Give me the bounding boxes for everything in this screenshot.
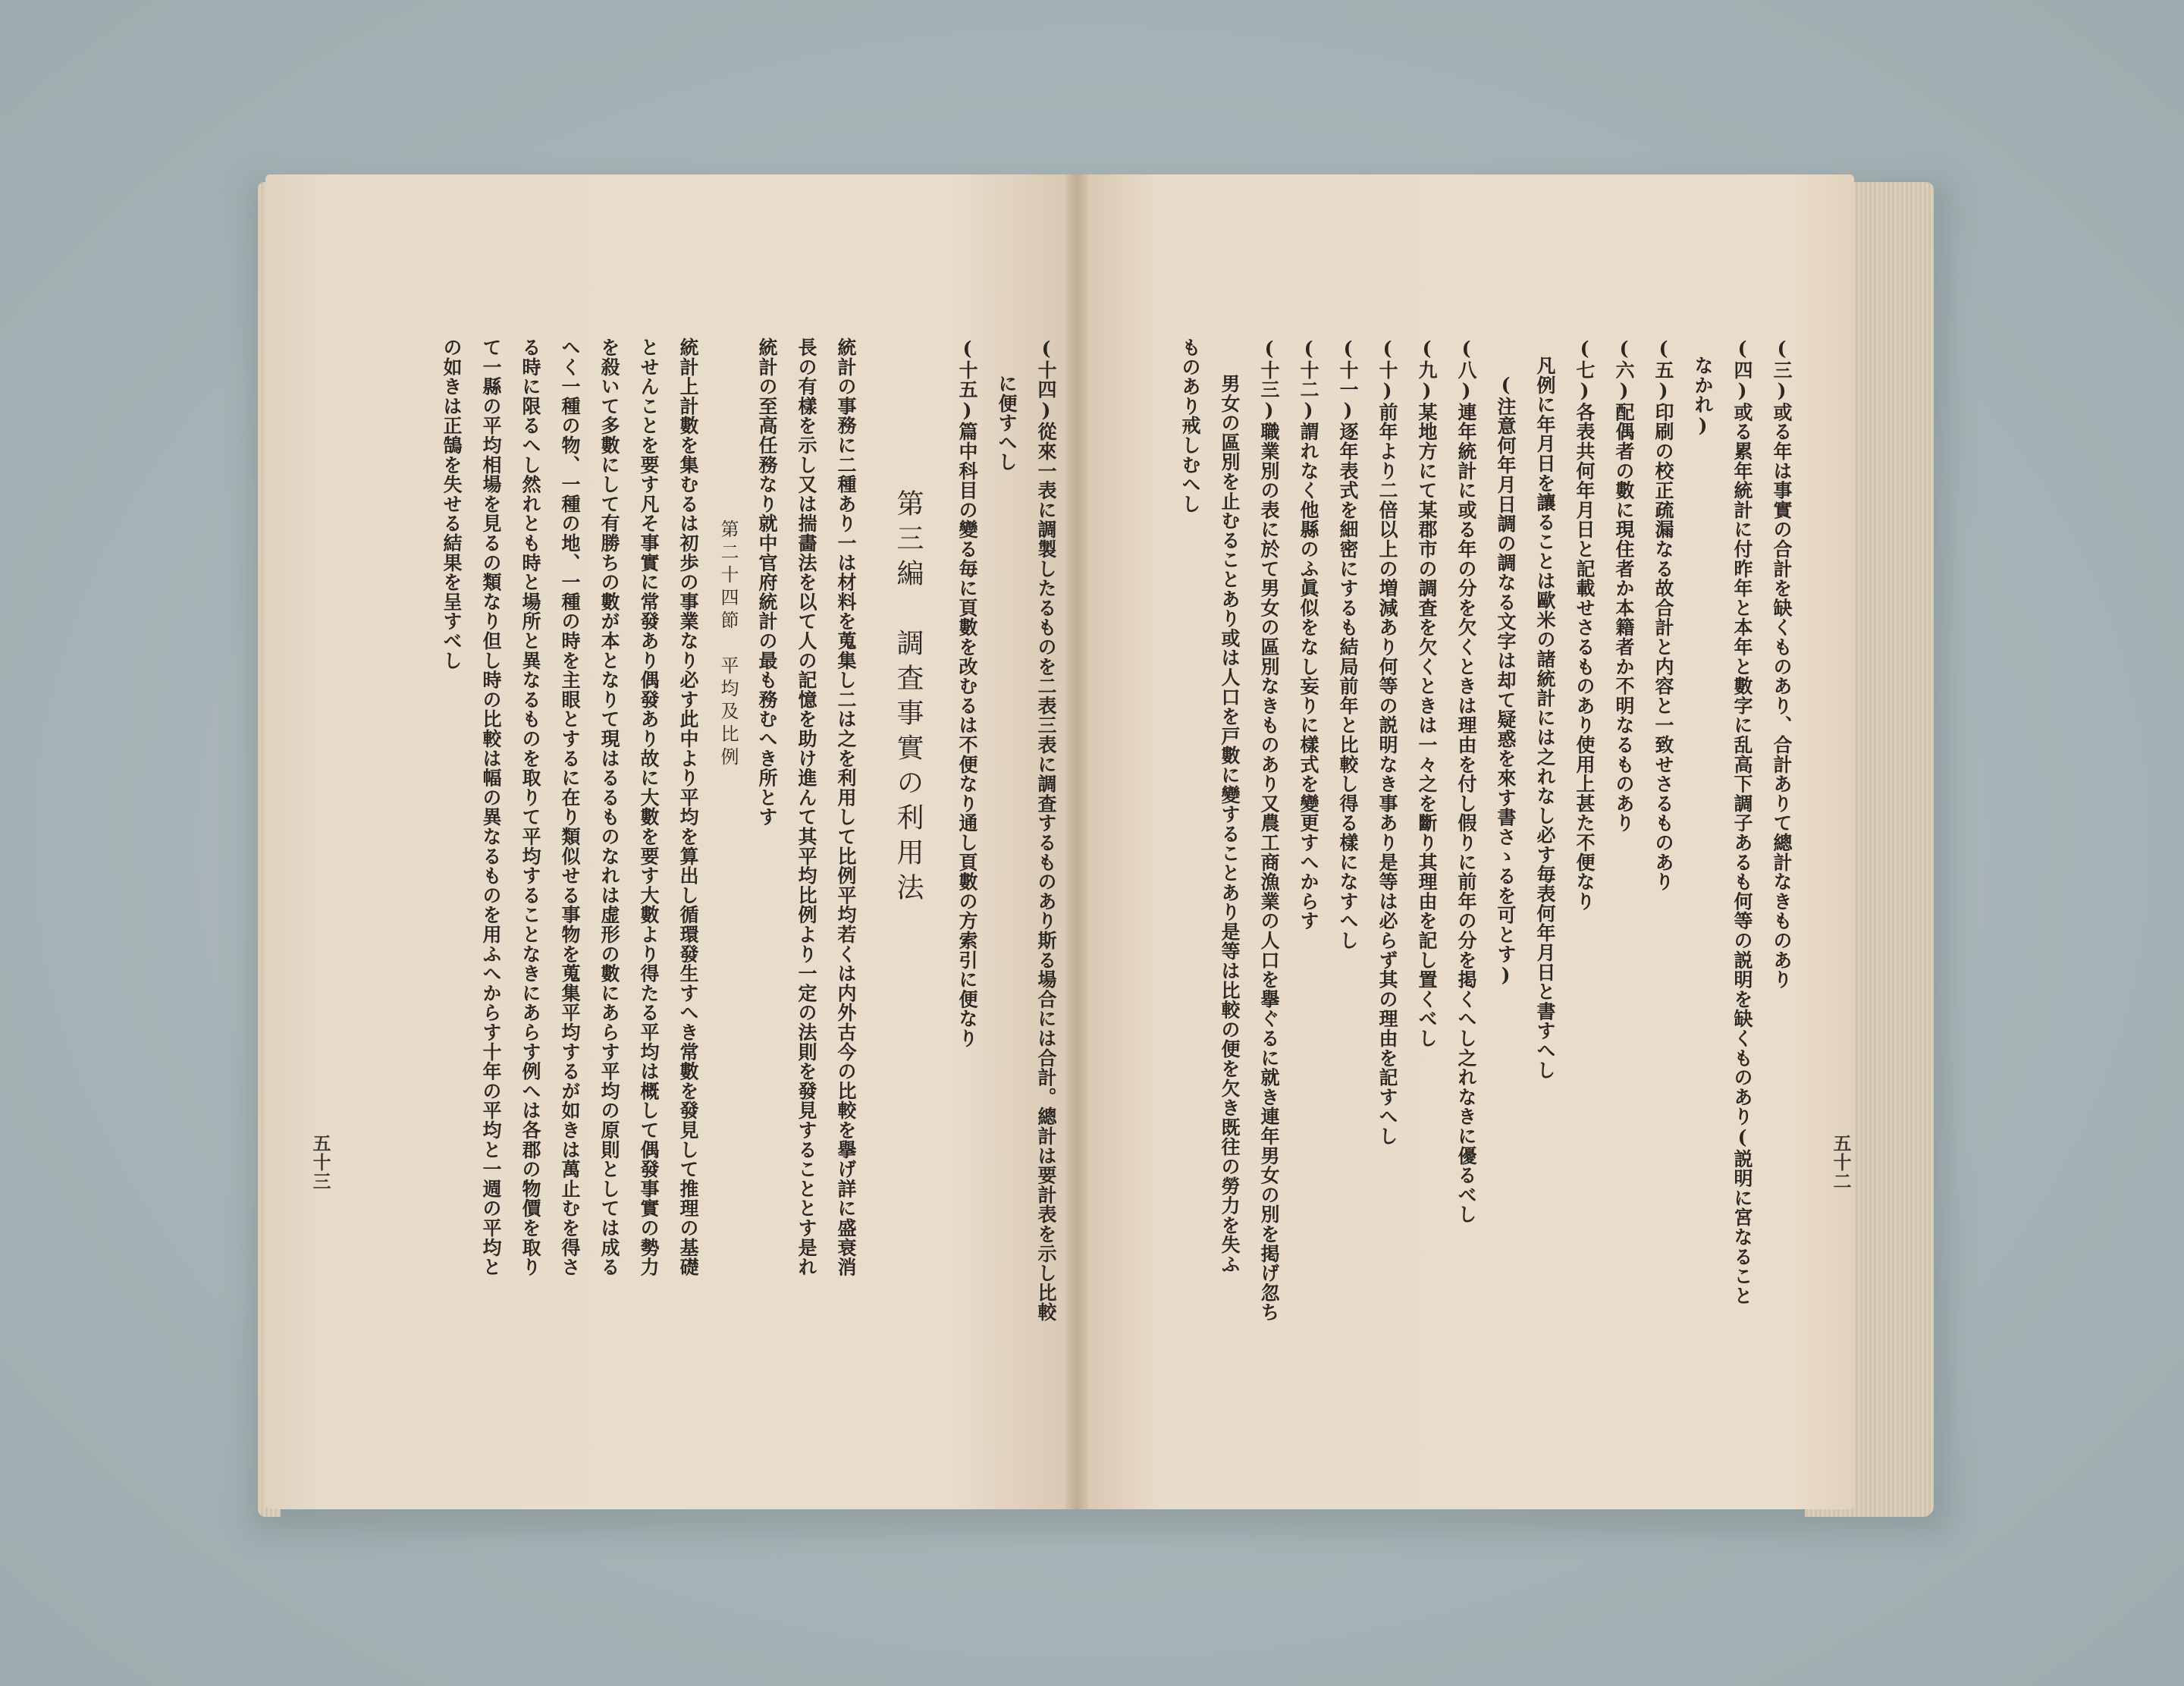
text-column: とせんことを要す凡そ事實に常發あり偶發あり故に大數を要す大數より得たる平均は概して偶發事實の勢力 bbox=[638, 338, 660, 1277]
text-column: 男女の區別を止むることあり或は人口を戸數に變することあり是等は比較の便を欠き既往の勞力を失ふ bbox=[1219, 374, 1241, 1274]
text-column: 統計の至高任務なり就中官府統計の最も務むへき所とす bbox=[756, 338, 778, 827]
text-column: (九)某地方にて某郡市の調査を欠くときは一々之を斷り其理由を記し置くべし bbox=[1416, 338, 1438, 1048]
text-column: の如きは正鵠を失せる結果を呈すべし bbox=[441, 338, 463, 670]
text-column: ものあり戒しむへし bbox=[1179, 338, 1201, 514]
text-column: (三)或る年は事實の合計を缺くものあり、合計ありて總計なきものあり bbox=[1771, 338, 1793, 990]
text-column: (五)印刷の校正疏漏なる故合計と内容と一致せさるものあり bbox=[1652, 338, 1674, 892]
text-column: に便すへし bbox=[996, 374, 1018, 472]
text-column: (十一)逐年表式を細密にするも結局前年と比較し得る樣になすへし bbox=[1337, 338, 1359, 950]
text-column: 統計上計數を集むるは初歩の事業なり必す此中より平均を算出し循環發生すへき常數を發見して推理の基礎 bbox=[677, 338, 699, 1277]
text-column: (十)前年より二倍以上の増減あり何等の説明なき事あり是等は必らず其の理由を記すへし bbox=[1376, 338, 1398, 1146]
book-gutter bbox=[1065, 174, 1088, 1509]
text-column: 凡例に年月日を讓ることは歐米の諸統計には之れなし必す毎表何年月日と書すへし bbox=[1534, 356, 1556, 1080]
text-column: (十二)謂れなく他縣のふ眞似をなし妄りに樣式を變更すへからす bbox=[1298, 338, 1320, 931]
text-column: (七)各表共何年月日と記載せさるものあり使用上甚た不便なり bbox=[1574, 338, 1596, 912]
part-heading: 第三編 調査事實の利用法 bbox=[893, 489, 924, 908]
text-column: (注意何年月日調の調なる文字は却て疑惑を來す書さゝるを可とす) bbox=[1495, 374, 1517, 987]
spacer bbox=[861, 338, 881, 1460]
text-column: なかれ) bbox=[1692, 356, 1714, 438]
page-number-right: 五十二 bbox=[1830, 1134, 1852, 1191]
text-column: (八)連年統計に或る年の分を欠くときは理由を付し假りに前年の分を掲くへし之れなきに優るべし bbox=[1455, 338, 1477, 1224]
text-column: (四)或る累年統計に付昨年と本年と數字に乱高下調子あるも何等の説明を缺くものあり(説明に宮なること bbox=[1731, 338, 1753, 1306]
right-page-text bbox=[1092, 338, 1797, 1460]
text-column: を殺いて多數にして有勝ちの數が本となりて現はるるものなれは虚形の數にあらす平均の原則としては成る bbox=[598, 338, 620, 1277]
text-column: 統計の事務に二種あり一は材料を蒐集し二は之を利用して比例平均若くは内外古今の比較を擧げ詳に盛衰消 bbox=[835, 338, 857, 1277]
left-page-text bbox=[303, 338, 1062, 1460]
text-column: (十四)從來一表に調製したるものを二表三表に調査するものあり斯る場合には合計。總計は要計表を示し比較 bbox=[1035, 338, 1057, 1322]
page-number-left: 五十三 bbox=[309, 1134, 331, 1191]
text-column: へく一種の物、一種の地、一種の時を主眼とするに在り類似せる事物を蒐集平均するが如きは萬止むを得さ bbox=[559, 338, 581, 1277]
text-column: 長の有樣を示し又は揣畵法を以て人の記憶を助け進んて其平均比例より一定の法則を發見することとす是れ bbox=[795, 338, 817, 1277]
text-column: る時に限るへし然れとも時と場所と異なるものを取りて平均することなきにあらす例へは各郡の物價を取り bbox=[519, 338, 541, 1277]
text-column: (六)配偶者の數に現住者か本籍者か不明なるものあり bbox=[1613, 338, 1635, 833]
section-heading: 第二十四節 平均及比例 bbox=[717, 520, 739, 770]
text-column: て一縣の平均相場を見るの類なり但し時の比較は幅の異なるものを用ふへからす十年の平均と一週の平均と bbox=[480, 338, 502, 1277]
spacer bbox=[924, 338, 943, 1460]
text-column: (十五)篇中科目の變る毎に頁數を改むるは不便なり通し頁數の方索引に便なり bbox=[956, 338, 978, 1048]
text-column: (十三)職業別の表に於て男女の區別なきものあり又農工商漁業の人口を擧ぐるに就き連年男女の別を掲げ忽ち bbox=[1258, 338, 1280, 1322]
